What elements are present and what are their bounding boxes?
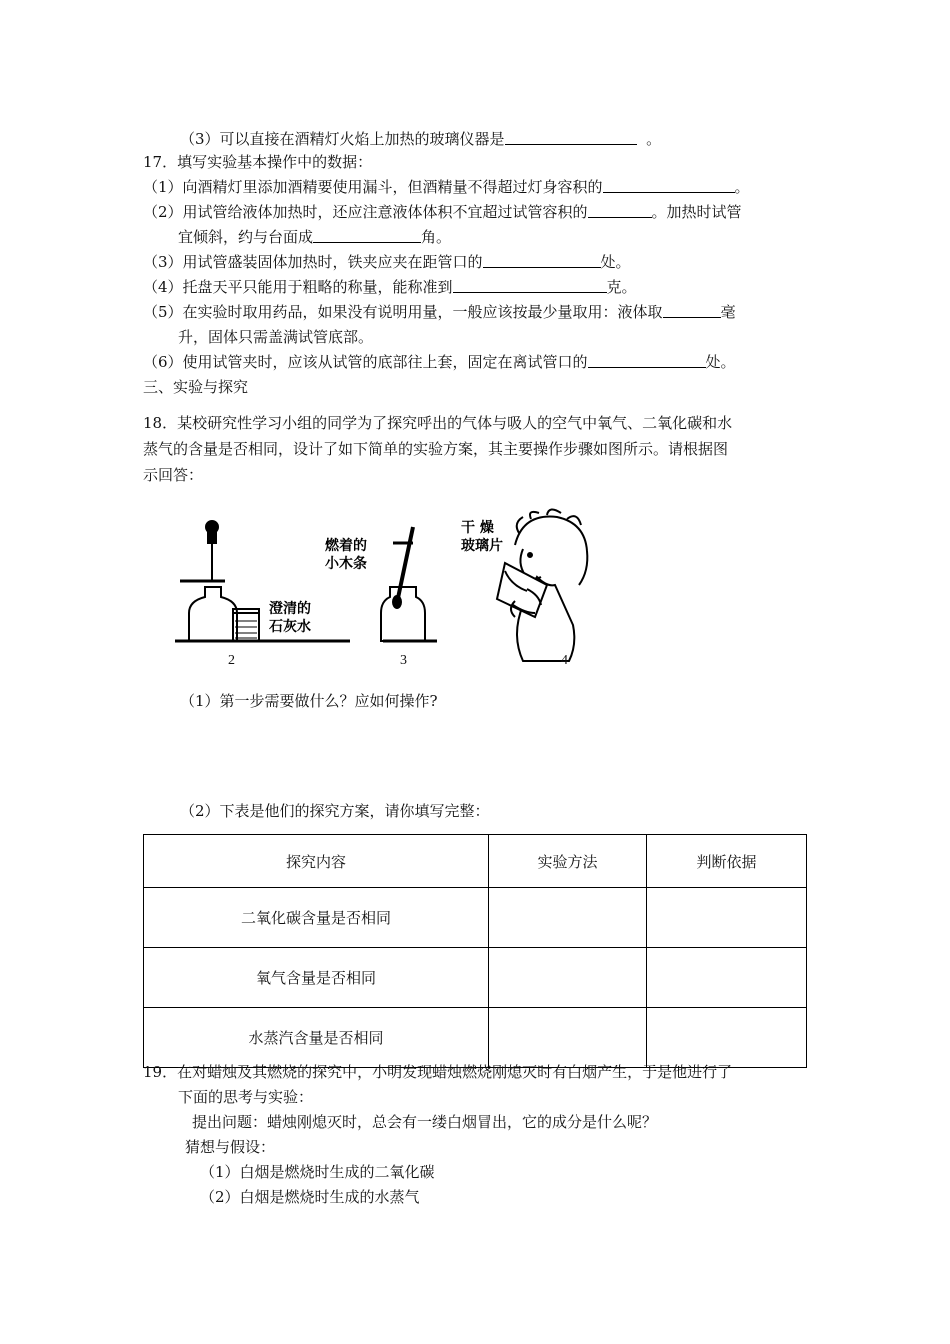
answer-blank[interactable] — [313, 226, 421, 243]
answer-blank[interactable] — [603, 176, 735, 193]
q19-line-1: 19．在对蜡烛及其燃烧的探究中，小明发现蜡烛燃烧刚熄灭时有白烟产生，于是他进行了 — [143, 1063, 733, 1081]
q17-item-2a-text: （2）用试管给液体加热时，还应注意液体体积不宜超过试管容积的 — [143, 203, 588, 221]
label-limewater-2: 石灰水 — [269, 619, 311, 635]
q16-item-3 — [180, 128, 661, 150]
q18-line-3: 示回答： — [143, 466, 204, 484]
q17-title: 17．填写实验基本操作中的数据： — [143, 153, 373, 171]
row-content: 二氧化碳含量是否相同 — [144, 888, 489, 948]
q17-item-2a — [143, 201, 742, 223]
table-row — [144, 1008, 807, 1068]
answer-blank[interactable] — [588, 351, 706, 368]
label-glass-2: 玻璃片 — [461, 538, 503, 554]
answer-blank[interactable] — [663, 301, 721, 318]
table-row — [144, 948, 807, 1008]
q17-item-2b-text: 宜倾斜，约与台面成 — [178, 228, 314, 246]
answer-blank[interactable] — [588, 201, 652, 218]
q16-item-3-end: 。 — [646, 130, 662, 148]
answer-blank[interactable] — [453, 276, 607, 293]
header-content: 探究内容 — [144, 835, 489, 888]
q17-item-5a-text: （5）在实验时取用药品，如果没有说明用量，一般应该按最少量取用：液体取 — [143, 303, 663, 321]
row-method-cell[interactable] — [489, 948, 647, 1008]
q17-item-2b-end: 角。 — [421, 228, 452, 246]
row-method-cell[interactable] — [489, 888, 647, 948]
label-glass-1: 干 燥 — [461, 520, 494, 536]
q17-item-1-end: 。 — [734, 178, 750, 196]
row-content: 水蒸汽含量是否相同 — [144, 1008, 489, 1068]
q17-item-1-text: （1）向酒精灯里添加酒精要使用漏斗，但酒精量不得超过灯身容积的 — [143, 178, 603, 196]
setup-2-apparatus — [175, 521, 350, 641]
q17-item-6 — [143, 351, 736, 373]
q17-item-3-text: （3）用试管盛装固体加热时，铁夹应夹在距管口的 — [143, 253, 483, 271]
q17-item-3-end: 处。 — [600, 253, 631, 271]
q16-item-3-text: （3）可以直接在酒精灯火焰上加热的玻璃仪器是 — [180, 130, 505, 148]
table-row — [144, 888, 807, 948]
q18-line-2: 蒸气的含量是否相同，设计了如下简单的实验方案，其主要操作步骤如图所示。请根据图 — [143, 440, 729, 458]
row-method-cell[interactable] — [489, 1008, 647, 1068]
q17-item-5a-end: 毫 — [720, 303, 736, 321]
q17-item-5b: 升，固体只需盖满试管底部。 — [178, 328, 374, 346]
setup-3-apparatus — [381, 527, 437, 641]
figure-number-2: 2 — [228, 653, 235, 668]
answer-blank[interactable] — [505, 128, 637, 145]
row-basis-cell[interactable] — [647, 1008, 807, 1068]
q19-question: 提出问题：蜡烛刚熄灭时，总会有一缕白烟冒出，它的成分是什么呢？ — [192, 1113, 658, 1131]
section-3-heading: 三、实验与探究 — [143, 378, 249, 396]
table-header-row — [144, 835, 807, 888]
q19-line-2: 下面的思考与实验： — [178, 1088, 314, 1106]
experiment-figure — [175, 505, 615, 675]
q17-item-4-text: （4）托盘天平只能用于粗略的称量，能称准到 — [143, 278, 453, 296]
q17-item-2a-end: 。加热时试管 — [651, 203, 742, 221]
header-basis: 判断依据 — [647, 835, 807, 888]
answer-blank[interactable] — [483, 251, 601, 268]
q19-hypothesis-heading: 猜想与假设： — [185, 1138, 276, 1156]
q18-subquestion-1: （1）第一步需要做什么？应如何操作? — [180, 692, 438, 710]
q17-item-6-end: 处。 — [705, 353, 736, 371]
figure-number-3: 3 — [400, 653, 407, 668]
q19-hypothesis-2: （2）白烟是燃烧时生成的水蒸气 — [200, 1188, 420, 1206]
experiment-drawing — [175, 505, 615, 675]
header-method: 实验方法 — [489, 835, 647, 888]
figure-number-4: 4 — [561, 653, 568, 668]
row-content: 氧气含量是否相同 — [144, 948, 489, 1008]
label-stick-2: 小木条 — [325, 556, 367, 572]
q19-hypothesis-1: （1）白烟是燃烧时生成的二氧化碳 — [200, 1163, 435, 1181]
exploration-plan-table — [143, 834, 807, 1068]
q18-line-1: 18．某校研究性学习小组的同学为了探究呼出的气体与吸人的空气中氧气、二氧化碳和水 — [143, 414, 733, 432]
q17-item-1 — [143, 176, 750, 198]
q17-item-2b — [178, 226, 451, 248]
label-limewater-1: 澄清的 — [269, 601, 311, 617]
q17-item-4 — [143, 276, 637, 298]
setup-4-person — [497, 509, 587, 661]
q17-item-4-end: 克。 — [606, 278, 637, 296]
q17-item-3 — [143, 251, 631, 273]
label-stick-1: 燃着的 — [325, 538, 367, 554]
q17-item-5a — [143, 301, 736, 323]
row-basis-cell[interactable] — [647, 888, 807, 948]
row-basis-cell[interactable] — [647, 948, 807, 1008]
q18-subquestion-2: （2）下表是他们的探究方案，请你填写完整： — [180, 802, 490, 820]
q17-item-6-text: （6）使用试管夹时，应该从试管的底部往上套，固定在离试管口的 — [143, 353, 588, 371]
